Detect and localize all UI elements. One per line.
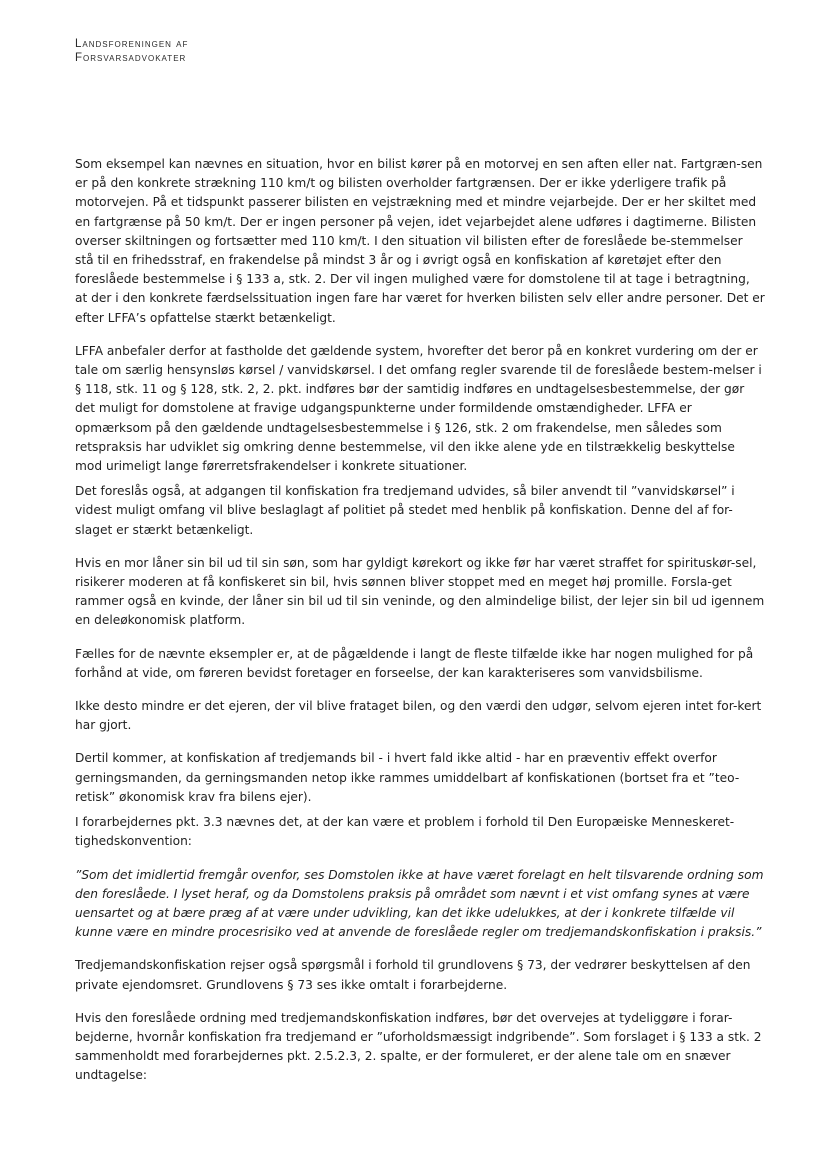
paragraph-owner-deprived: Ikke desto mindre er det ejeren, der vil blive frataget bilen, og den værdi den udgør, selvom ejeren intet for-kert har gjort. xyxy=(75,699,762,733)
paragraph-example-motorway: Som eksempel kan nævnes en situation, hvor en bilist kører på en motorvej en sen aften eller nat. Fartgræn-sen er på den konkrete strækning 110 km/t og bilisten overholder fartgrænsen. Der er ikke yderligere trafik på motorvejen. På et tidspunkt passerer bilisten en vejstrækning med et mindre vejarbejde. Der er her skiltet med en fartgrænse på 50 km/t. Der er ingen personer på vejen, idet vejarbejdet alene udføres i dagtimerne. Bilisten overser skiltningen og fortsætter med 110 km/t. I den situation vil bilisten efter de foreslåede be-stemmelser stå til en frihedsstraf, en frakendelse på mindst 3 år og i øvrigt også en konfiskation af køretøjet efter den foreslåede bestemmelse i § 133 a, stk. 2. Der vil ingen mulighed være for domstolene til at tage i betragtning, at der i den konkrete færdselssituation ingen fare har været for hverken bilisten selv eller andre personer. Det er efter LFFA’s opfattelse stærkt betænkeligt. xyxy=(75,157,765,325)
letterhead-line-1: Landsforeningen af xyxy=(75,38,189,50)
paragraph-common-examples: Fælles for de nævnte eksempler er, at de pågældende i langt de fleste tilfælde ikke har nogen mulighed for på forhånd at vide, om føreren bevidst foretager en forseelse, der kan karakteriseres som vanvidsbilisme. xyxy=(75,646,754,680)
paragraph-third-party-confiscation: Det foreslås også, at adgangen til konfiskation fra tredjemand udvides, så biler anvendt til ”vanvidskørsel” i videst muligt omfang vil blive beslaglagt af politiet på stedet med henblik på konfiskation. Denne del af for-slaget er stærkt betænkeligt. xyxy=(75,484,735,537)
paragraph-example-mother: Hvis en mor låner sin bil ud til sin søn, som har gyldigt kørekort og ikke før har været straffet for spirituskør-sel, risikerer moderen at få konfiskeret sin bil, hvis sønnen bliver stoppet med en meget høj promille. Forsla-get rammer også en kvinde, der låner sin bil ud til sin veninde, og den almindelige bilist, der lejer sin bil ud igennem en deleøkonomisk platform. xyxy=(75,555,765,628)
paragraph-quote: ”Som det imidlertid fremgår ovenfor, ses Domstolen ikke at have været forelagt en helt tilsvarende ordning som den foreslåede. I lyset heraf, og da Domstolens praksis på området som nævnt i et vist omfang synes at være uensartet og at bære præg af at være under udvikling, kan det ikke udelukkes, at der i konkrete tilfælde vil kunne være en mindre procesrisiko ved at anvende de foreslåede regler om tredjemandskonfiskation i praksis.” xyxy=(75,867,764,940)
paragraph-recommendation: LFFA anbefaler derfor at fastholde det gældende system, hvorefter det beror på en konkret vurdering om der er tale om særlig hensynsløs kørsel / vanvidskørsel. I det omfang regler svarende til de foreslåede bestem-melser i § 118, stk. 11 og § 128, stk. 2, 2. pkt. indføres bør der samtidig indføres en undtagelsesbestemmelse, der gør det muligt for domstolene at fravige udgangspunkterne under formildende omstændigheder. LFFA er opmærksom på den gældende undtagelsesbestemmelse i § 126, stk. 2 om frakendelse, men således som retspraksis har udviklet sig omkring denne bestemmelse, vil den ikke alene yde en tilstrækkelig beskyttelse mod urimeligt lange førerretsfrakendelser i konkrete situationer. xyxy=(75,343,762,474)
letterhead xyxy=(75,37,188,65)
paragraph-preventive-effect: Dertil kommer, at konfiskation af tredjemands bil - i hvert fald ikke altid - har en præventiv effekt overfor gerningsmanden, da gerningsmanden netop ikke rammes umiddelbart af konfiskationen (bortset fra et ”teo-retisk” økonomisk krav fra bilens ejer). xyxy=(75,751,740,804)
document-body xyxy=(75,155,765,1100)
paragraph-constitution: Tredjemandskonfiskation rejser også spørgsmål i forhold til grundlovens § 73, der vedrører beskyttelsen af den private ejendomsret. Grundlovens § 73 ses ikke omtalt i forarbejderne. xyxy=(75,958,751,992)
paragraph-clarify: Hvis den foreslåede ordning med tredjemandskonfiskation indføres, bør det overvejes at tydeliggøre i forar-bejderne, hvornår konfiskation fra tredjemand er ”uforholdsmæssigt indgribende”. Som forslaget i § 133 a stk. 2 sammenholdt med forarbejdernes pkt. 2.5.2.3, 2. spalte, er der formuleret, er der alene tale om en snæver undtagelse: xyxy=(75,1010,762,1083)
letterhead-line-2: Forsvarsadvokater xyxy=(75,52,187,64)
paragraph-echr-intro: I forarbejdernes pkt. 3.3 nævnes det, at der kan være et problem i forhold til Den Europæiske Menneskeret-tighedskonvention: xyxy=(75,815,735,849)
